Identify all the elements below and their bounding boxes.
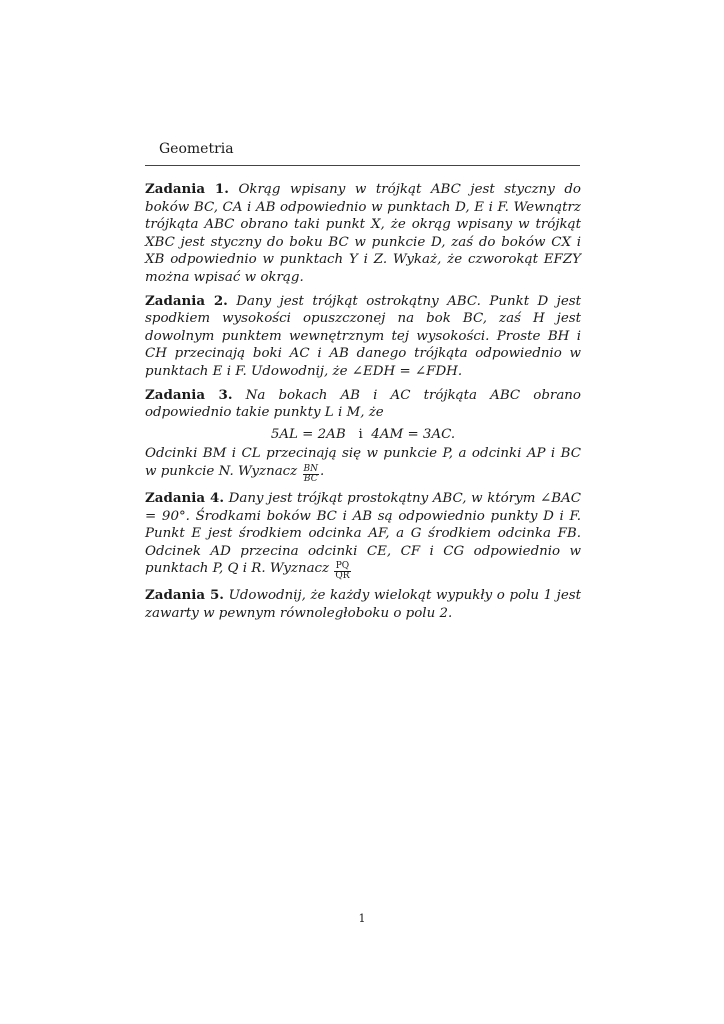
problem-list bbox=[145, 181, 581, 628]
page-number: 1 bbox=[358, 912, 366, 925]
header-rule bbox=[145, 165, 580, 166]
problem-text: Okrąg wpisany w trójkąt ABC jest styczny do boków BC, CA i AB odpowiednio w punktach D, E i F. Wewnątrz trójkąta ABC obrano taki punkt X, że okrąg wpisany w trójkąt XBC jest styczny do boku BC w punkcie D, zaś do boków CX i XB odpowiednio w punktach Y i Z. Wykaż, że czworokąt EFZY można wpisać w okrąg. bbox=[145, 182, 581, 285]
fraction-bn-bc bbox=[303, 465, 320, 484]
equation-left: 5AL = 2AB bbox=[270, 426, 346, 442]
problem-label: Zadania 5. bbox=[145, 587, 224, 604]
problem-4 bbox=[145, 490, 581, 581]
problem-label: Zadania 2. bbox=[145, 292, 228, 309]
problem-text: Dany jest trójkąt ostrokątny ABC. Punkt D jest spodkiem wysokości opuszczonej na bok BC, zaś H jest dowolnym punktem wewnętrznym tej wysokości. Proste BH i CH przecinają boki AC i AB danego trójkąta odpowiednio w punktach E i F. Udowodnij, że ∠EDH = ∠FDH. bbox=[145, 293, 581, 379]
fraction-denominator: QR bbox=[335, 571, 350, 582]
problem-label: Zadania 3. bbox=[145, 386, 233, 403]
problem-5 bbox=[145, 587, 581, 622]
equation-conjunction: i bbox=[358, 426, 363, 442]
problem-2 bbox=[145, 293, 581, 381]
fraction-numerator: BN bbox=[303, 463, 319, 474]
problem-label: Zadania 4. bbox=[145, 489, 224, 506]
display-equation bbox=[145, 426, 581, 444]
fraction-numerator: PQ bbox=[335, 561, 350, 572]
sentence-end: . bbox=[320, 463, 325, 479]
problem-3 bbox=[145, 387, 581, 484]
equation-right: 4AM = 3AC. bbox=[371, 426, 456, 442]
problem-text: Udowodnij, że każdy wielokąt wypukły o polu 1 jest zawarty w pewnym równoległoboku o polu 2. bbox=[145, 588, 581, 621]
problem-text: Dany jest trójkąt prostokątny ABC, w którym ∠BAC = 90°. Środkami boków BC i AB są odpowiednio punkty D i F. Punkt E jest środkiem odcinka AF, a G środkiem odcinka FB. Odcinek AD przecina odcinki CE, CF i CG odpowiednio w punktach P, Q i R. Wyznacz bbox=[145, 490, 581, 577]
fraction-pq-qr bbox=[334, 562, 350, 581]
problem-text-continued: Odcinki BM i CL przecinają się w punkcie P, a odcinki AP i BC w punkcie N. Wyznacz bbox=[145, 446, 581, 479]
problem-text: Na bokach AB i AC trójkąta ABC obrano odpowiednio takie punkty L i M, że bbox=[145, 387, 581, 421]
problem-label: Zadania 1. bbox=[145, 181, 229, 197]
problem-1 bbox=[145, 181, 581, 287]
running-header: Geometria bbox=[159, 141, 234, 157]
fraction-denominator: BC bbox=[303, 473, 318, 484]
